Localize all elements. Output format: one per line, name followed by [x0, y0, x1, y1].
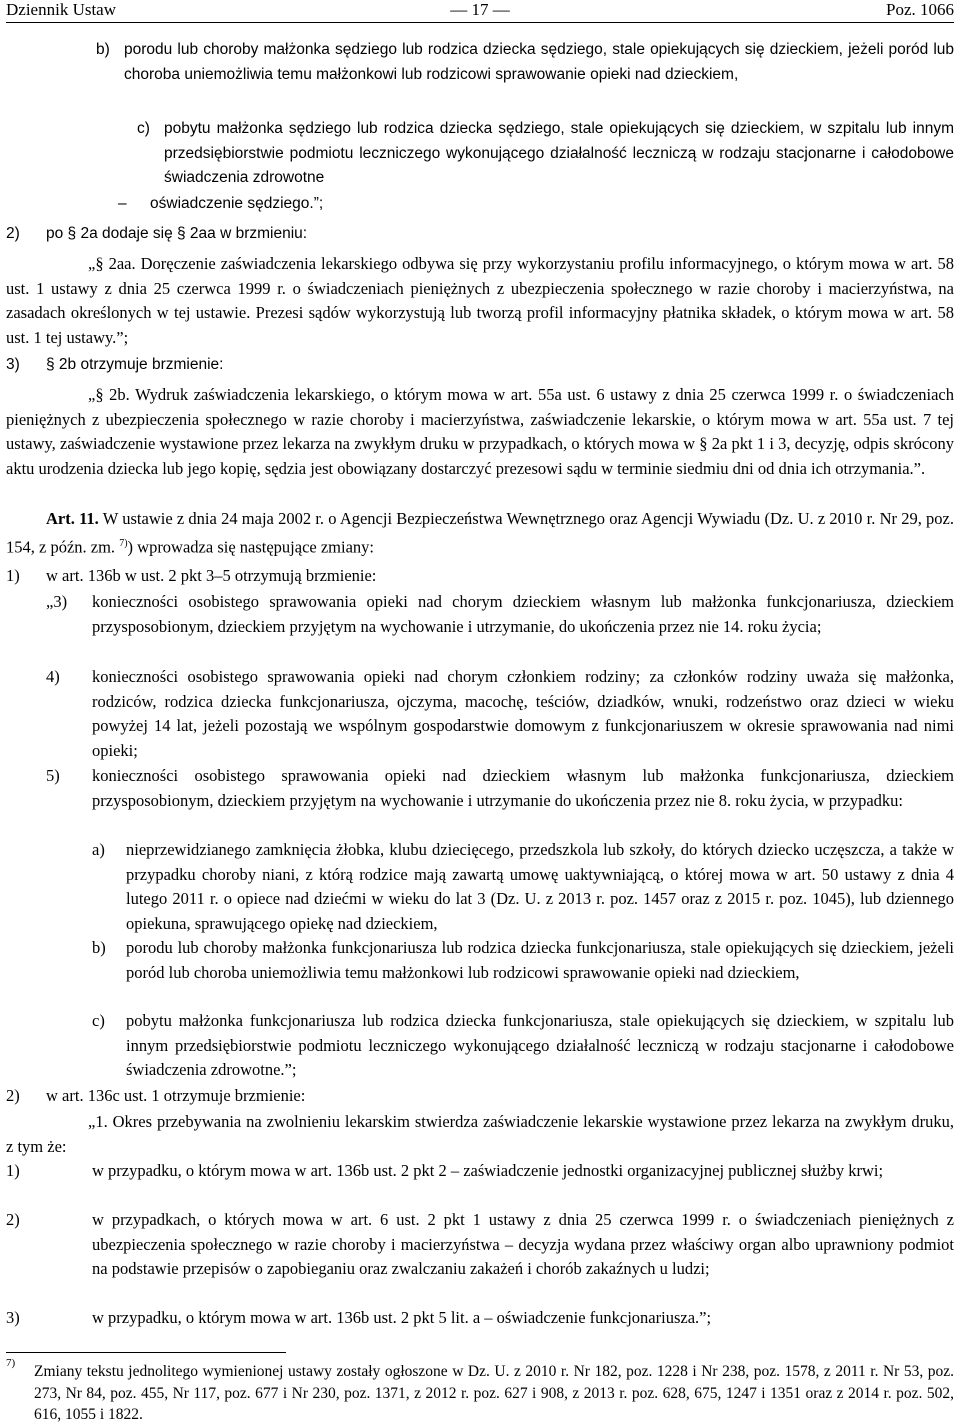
- point-3-label: 3): [6, 356, 20, 373]
- item-c-text: pobytu małżonka sędziego lub rodzica dziecka sędziego, stale opiekujących się dzieckiem, w szpitalu lub innym przedsiębiorstwie podmiotu leczniczego wykonującego działalność leczniczą w rodzaju stacjonarne i całodobowe świadczenia zdrowotne: [164, 120, 954, 186]
- item-c-label: c): [137, 120, 150, 137]
- article-11-heading: Art. 11.: [46, 509, 99, 528]
- footnote-ref: 7): [119, 537, 128, 549]
- quote-4-label: 4): [46, 667, 60, 686]
- item-2-label: 2): [6, 1086, 20, 1105]
- item-b-label: b): [96, 41, 110, 58]
- page-number: — 17 —: [450, 0, 510, 19]
- sub-c-text: pobytu małżonka funkcjonariusza lub rodzica dziecka funkcjonariusza, stale opiekujących się dzieckiem, w szpitalu lub innym przedsiębiorstwie podmiotu leczniczego wykonującego działalność leczniczą w rodzaju stacjonarne i całodobowe świadczenia zdrowotne.”;: [126, 1011, 954, 1079]
- footnote-text: Zmiany tekstu jednolitego wymienionej ustawy zostały ogłoszone w Dz. U. z 2010 r. Nr 182, poz. 1228 i Nr 238, poz. 1578, z 2011 r. Nr 53, poz. 273, Nr 84, poz. 455, Nr 117, poz. 677 i Nr 230, poz. 1371, z 2012 r. poz. 627 i 908, z 2013 r. poz. 628, 675, 1247 i 1351 oraz z 2014 r. poz. 502, 616, 1055 i 1822.: [34, 1363, 954, 1423]
- article-11-text-a: W ustawie z dnia 24 maja 2002 r. o Agencji Bezpieczeństwa Wewnętrznego oraz Agencji Wywiadu (Dz. U. z 2010 r. Nr 29, poz. 154, z późn. zm.: [6, 509, 955, 556]
- sub-b-label: b): [92, 938, 106, 957]
- sub-b-text: porodu lub choroby małżonka funkcjonariusza lub rodzica dziecka funkcjonariusza, stale opiekujących się dzieckiem, jeżeli poród lub choroba uniemożliwia temu małżonkowi lub rodzicowi sprawowanie opieki nad dzieckiem,: [126, 938, 954, 982]
- position-number: Poz. 1066: [886, 0, 954, 19]
- subpoint-3-label: 3): [6, 1308, 20, 1327]
- subpoint-1-label: 1): [6, 1161, 20, 1180]
- point-2-label: 2): [6, 225, 20, 242]
- subpoint-1-text: w przypadku, o którym mowa w art. 136b ust. 2 pkt 2 – zaświadczenie jednostki organizacyjnej publicznej służby krwi;: [92, 1161, 884, 1180]
- paragraph-2b: „§ 2b. Wydruk zaświadczenia lekarskiego, o którym mowa w art. 55a ust. 6 ustawy z dnia 25 czerwca 1999 r. o świadczeniach pieniężnych z ubezpieczenia społecznego w razie choroby i macierzyństwa, zaświadczenie lekarskie, o którym mowa w art. 55a ust. 7 tej ustawy, zaświadczenie wystawione przez lekarza na zwykłym druku w przypadkach, o których mowa w § 2a pkt 1 i 3, decyzję, odpis skrócony aktu urodzenia dziecka lub jego kopię, sędzia jest obowiązany dostarczyć prezesowi sądu w terminie siedmiu dni od dnia ich otrzymania.”.: [6, 385, 954, 478]
- ust-1-text: „1. Okres przebywania na zwolnieniu lekarskim stwierdza zaświadczenie lekarskie wystawione przez lekarza na zwykłym druku, z tym że:: [6, 1112, 954, 1156]
- point-3-text: § 2b otrzymuje brzmienie:: [46, 356, 224, 373]
- subpoint-2-text: w przypadkach, o których mowa w art. 6 ust. 2 pkt 1 ustawy z dnia 25 czerwca 1999 r. o świadczeniach pieniężnych z ubezpieczenia społecznego w razie choroby i macierzyństwa – decyzja wydana przez właściwy organ albo uprawniony podmiot na podstawie przepisów o zapobieganiu oraz zwalczaniu zakażeń i chorób zakaźnych u ludzi;: [92, 1210, 954, 1278]
- journal-title: Dziennik Ustaw: [6, 0, 117, 19]
- item-2-text: w art. 136c ust. 1 otrzymuje brzmienie:: [46, 1086, 306, 1105]
- article-11: [6, 507, 954, 560]
- footnote-mark: 7): [6, 1357, 16, 1369]
- item-1-text: w art. 136b w ust. 2 pkt 3–5 otrzymują brzmienie:: [46, 566, 377, 585]
- footnote-separator: [6, 1352, 286, 1353]
- quote-3-text: konieczności osobistego sprawowania opieki nad chorym dzieckiem własnym lub małżonka funkcjonariusza, dzieckiem przysposobionym, dzieckiem przyjętym na wychowanie i utrzymanie, do ukończenia przez nie 14. roku życia;: [92, 592, 954, 636]
- dash-mark: –: [118, 195, 127, 212]
- sub-a-text: nieprzewidzianego zamknięcia żłobka, klubu dziecięcego, przedszkola lub szkoły, do których dziecko uczęszcza, a także w przypadku choroby niani, z którą rodzice mają zawartą umowę uaktywniającą, o której mowa w art. 50 ustawy z dnia 4 lutego 2011 r. o opiece nad dziećmi w wieku do lat 3 (Dz. U. z 2013 r. poz. 1457 oraz z 2015 r. poz. 1045), lub dziennego opiekuna, sprawującego opiekę nad dzieckiem,: [126, 840, 954, 933]
- paragraph-2aa: „§ 2aa. Doręczenie zaświadczenia lekarskiego odbywa się przy wykorzystaniu profilu informacyjnego, o którym mowa w art. 58 ust. 1 ustawy z dnia 25 czerwca 1999 r. o świadczeniach pieniężnych z ubezpieczenia społecznego w razie choroby i macierzyństwa, na zasadach określonych w tej ustawie. Prezesi sądów wykorzystują lub tworzą profil informacyjny płatnika składek, o którym mowa w art. 58 ust. 1 tej ustawy.”;: [6, 254, 954, 347]
- item-b-text: porodu lub choroby małżonka sędziego lub rodzica dziecka sędziego, stale opiekujących się dzieckiem, jeżeli poród lub choroba uniemożliwia temu małżonkowi lub rodzicowi sprawowanie opieki nad dzieckiem,: [124, 41, 954, 83]
- subpoint-2-label: 2): [6, 1210, 20, 1229]
- page-header: [6, 0, 954, 23]
- quote-4-text: konieczności osobistego sprawowania opieki nad chorym członkiem rodziny; za członków rodziny uważa się małżonka, rodziców, rodzica dziecka funkcjonariusza, ojczyma, macochę, teściów, dziadków, wnuki, rodzeństwo oraz dzieci w wieku powyżej 14 lat, jeżeli pozostają we wspólnym gospodarstwie domowym z funkcjonariuszem w okresie sprawowania nad nimi opieki;: [92, 667, 954, 760]
- sub-a-label: a): [92, 840, 105, 859]
- quote-5-label: 5): [46, 766, 60, 785]
- dash-text: oświadczenie sędziego.”;: [150, 195, 324, 212]
- article-11-text-b: ) wprowadza się następujące zmiany:: [127, 537, 375, 556]
- subpoint-3-text: w przypadku, o którym mowa w art. 136b ust. 2 pkt 5 lit. a – oświadczenie funkcjonariusza.”;: [92, 1308, 712, 1327]
- point-2-text: po § 2a dodaje się § 2aa w brzmieniu:: [46, 225, 308, 242]
- sub-c-label: c): [92, 1011, 105, 1030]
- quote-5-text: konieczności osobistego sprawowania opieki nad dzieckiem własnym lub małżonka funkcjonariusza, dzieckiem przysposobionym, dzieckiem przyjętym na wychowanie i utrzymanie do ukończenia przez nie 8. roku życia, w przypadku:: [92, 766, 954, 810]
- item-1-label: 1): [6, 566, 20, 585]
- quote-3-label: „3): [46, 592, 68, 611]
